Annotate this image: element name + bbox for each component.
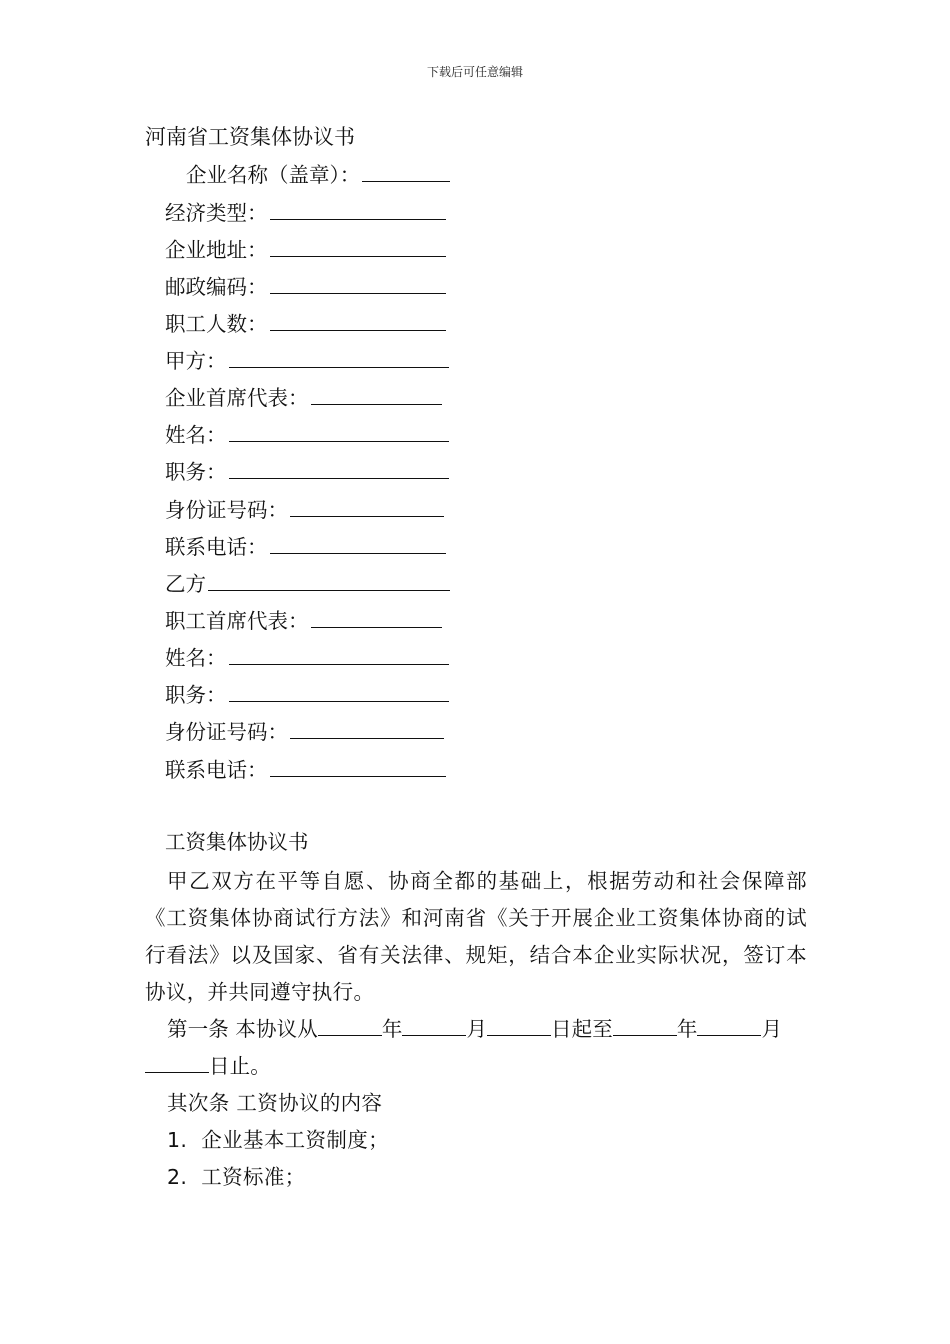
blank-line[interactable] xyxy=(229,419,449,442)
field-position-b xyxy=(165,679,449,709)
list-item xyxy=(145,1122,807,1159)
field-label: 甲方： xyxy=(165,349,227,373)
field-name-a xyxy=(165,419,449,449)
field-label: 联系电话： xyxy=(165,535,268,559)
blank-line[interactable] xyxy=(229,679,449,702)
list-item xyxy=(145,1159,807,1196)
blank-line[interactable] xyxy=(270,308,446,331)
blank-line[interactable] xyxy=(229,642,449,665)
page-header-note: 下载后可任意编辑 xyxy=(426,65,523,79)
article-1-day: 日起至 xyxy=(551,1017,613,1041)
article-1 xyxy=(145,1011,807,1085)
field-id-number-a xyxy=(165,494,444,524)
blank-line[interactable] xyxy=(270,754,446,777)
list-item-number: 2. xyxy=(167,1165,188,1189)
blank-line[interactable] xyxy=(613,1013,677,1036)
blank-line[interactable] xyxy=(270,271,446,294)
field-worker-chief-rep xyxy=(165,605,442,635)
article-1-year: 年 xyxy=(381,1017,403,1041)
blank-line[interactable] xyxy=(290,494,444,517)
field-label: 职务： xyxy=(165,460,227,484)
field-label: 乙方 xyxy=(165,572,206,596)
list-item-text: 工资标准； xyxy=(201,1165,306,1189)
blank-line[interactable] xyxy=(311,382,442,405)
blank-line[interactable] xyxy=(270,234,446,257)
field-label: 企业名称（盖章）： xyxy=(186,163,361,187)
field-economic-type xyxy=(165,197,446,227)
field-party-a xyxy=(165,345,449,375)
blank-line[interactable] xyxy=(229,345,449,368)
field-label: 企业地址： xyxy=(165,238,268,262)
field-company-address xyxy=(165,234,446,264)
blank-line[interactable] xyxy=(311,605,442,628)
blank-line[interactable] xyxy=(270,197,446,220)
intro-paragraph: 甲乙双方在平等自愿、协商全都的基础上，根据劳动和社会保障部《工资集体协商试行方法》和河南省《关于开展企业工资集体协商的试行看法》以及国家、省有关法律、规矩，结合本企业实际状况，签订本协议，并共同遵守执行。 xyxy=(145,869,807,1004)
field-label: 联系电话： xyxy=(165,758,268,782)
field-enterprise-chief-rep xyxy=(165,382,442,412)
field-employee-count xyxy=(165,308,446,338)
field-label: 企业首席代表： xyxy=(165,386,309,410)
body-text xyxy=(145,863,807,1196)
article-1-end: 日止。 xyxy=(209,1054,271,1078)
article-2-title: 其次条 工资协议的内容 xyxy=(167,1091,383,1115)
field-phone-b xyxy=(165,754,446,784)
field-id-number-b xyxy=(165,716,444,746)
blank-line[interactable] xyxy=(270,531,446,554)
article-1-prefix: 第一条 本协议从 xyxy=(167,1017,318,1041)
list-item-text: 企业基本工资制度； xyxy=(201,1128,389,1152)
blank-line[interactable] xyxy=(318,1013,382,1036)
field-label: 经济类型： xyxy=(165,201,268,225)
field-company-name xyxy=(186,159,450,189)
field-label: 职务： xyxy=(165,683,227,707)
field-name-b xyxy=(165,642,449,672)
blank-line[interactable] xyxy=(487,1013,551,1036)
field-position-a xyxy=(165,456,449,486)
blank-line[interactable] xyxy=(229,456,449,479)
article-1-year-end: 年 xyxy=(676,1017,698,1041)
field-label: 身份证号码： xyxy=(165,498,288,522)
field-label: 职工人数： xyxy=(165,312,268,336)
blank-line[interactable] xyxy=(402,1013,466,1036)
field-label: 姓名： xyxy=(165,646,227,670)
blank-line[interactable] xyxy=(362,159,450,182)
field-party-b xyxy=(165,568,450,598)
blank-line[interactable] xyxy=(290,716,444,739)
blank-line[interactable] xyxy=(697,1013,761,1036)
field-label: 姓名： xyxy=(165,423,227,447)
section-title: 工资集体协议书 xyxy=(165,830,309,854)
article-1-month-end: 月 xyxy=(761,1017,783,1041)
field-postal-code xyxy=(165,271,446,301)
blank-line[interactable] xyxy=(145,1050,209,1073)
blank-line[interactable] xyxy=(208,568,450,591)
field-phone-a xyxy=(165,531,446,561)
field-label: 身份证号码： xyxy=(165,720,288,744)
document-title: 河南省工资集体协议书 xyxy=(145,125,355,149)
field-label: 邮政编码： xyxy=(165,275,268,299)
article-1-month: 月 xyxy=(466,1017,488,1041)
field-label: 职工首席代表： xyxy=(165,609,309,633)
list-item-number: 1. xyxy=(167,1128,188,1152)
